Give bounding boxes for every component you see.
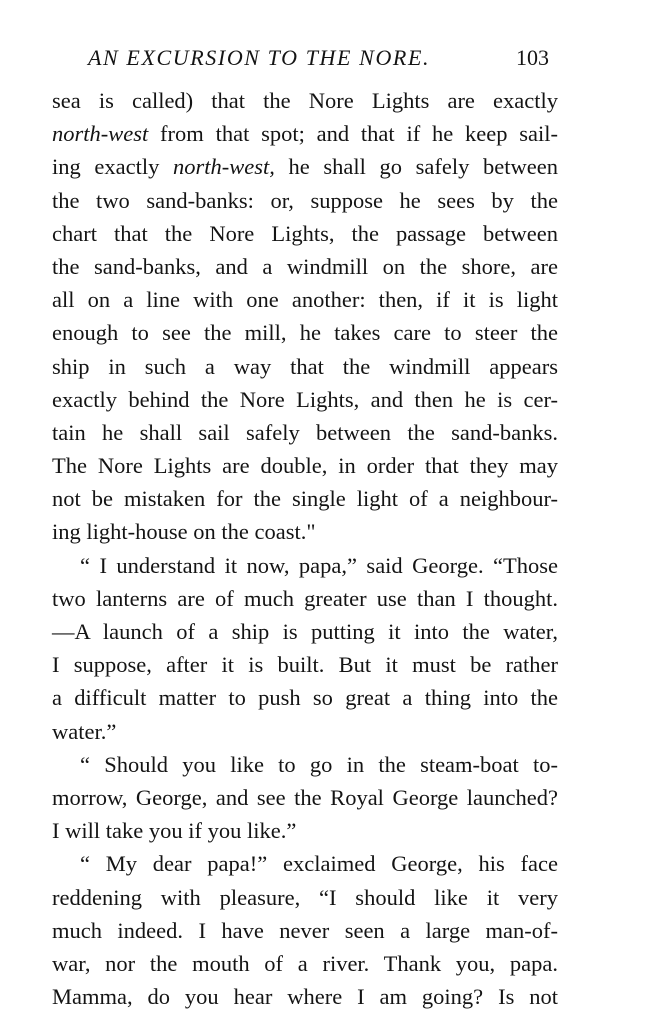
text-run: exactly behind the Nore Lights, and then he is cer- xyxy=(52,386,558,412)
text-line xyxy=(52,283,558,316)
text-line xyxy=(52,482,558,515)
text-run: “ Should you like to go in the steam-boat to- xyxy=(80,751,558,777)
text-run: enough to see the mill, he takes care to steer the xyxy=(52,320,558,346)
text-line xyxy=(52,681,558,714)
text-run: Mamma, do you hear where I am going? Is not xyxy=(52,984,558,1010)
text-run: ing light-house on the coast." xyxy=(52,519,316,545)
text-line xyxy=(52,549,558,582)
text-run: I suppose, after it is built. But it must be rather xyxy=(52,652,558,678)
text-run: ing exactly xyxy=(52,154,173,180)
text-line xyxy=(52,383,558,416)
text-run: water.” xyxy=(52,718,117,744)
text-line xyxy=(52,84,558,117)
text-run: The Nore Lights are double, in order that they may xyxy=(52,453,558,479)
text-run: sea is called) that the Nore Lights are exactly xyxy=(52,88,558,113)
text-run: the two sand-banks: or, suppose he sees by the xyxy=(52,187,558,213)
text-run: tain he shall sail safely between the sand-banks. xyxy=(52,419,558,445)
text-run: from that spot; and that if he keep sail- xyxy=(148,121,558,147)
text-run: not be mistaken for the single light of a neighbour- xyxy=(52,486,558,512)
text-line xyxy=(52,980,558,1013)
text-line xyxy=(52,150,558,183)
running-title: AN EXCURSION TO THE NORE. xyxy=(88,45,431,70)
text-run: ship in such a way that the windmill appears xyxy=(52,353,558,379)
body-text xyxy=(52,84,558,1013)
text-line xyxy=(52,847,558,880)
text-line xyxy=(52,515,558,548)
text-line xyxy=(52,582,558,615)
text-line xyxy=(52,914,558,947)
text-line xyxy=(52,881,558,914)
text-run: two lanterns are of much greater use than I thought. xyxy=(52,585,558,611)
text-line xyxy=(52,748,558,781)
text-line xyxy=(52,947,558,980)
text-run: a difficult matter to push so great a thing into the xyxy=(52,685,558,711)
text-run: all on a line with one another: then, if it is light xyxy=(52,287,558,313)
italic-text: north-west, xyxy=(173,154,275,180)
text-line xyxy=(52,217,558,250)
text-run: —A launch of a ship is putting it into the water, xyxy=(52,619,558,644)
text-run: the sand-banks, and a windmill on the shore, are xyxy=(52,253,558,279)
text-run: chart that the Nore Lights, the passage between xyxy=(52,220,558,246)
text-run: morrow, George, and see the Royal George launched? xyxy=(52,784,558,810)
text-line xyxy=(52,615,558,648)
text-run: much indeed. I have never seen a large man-of- xyxy=(52,917,558,943)
text-run: reddening with pleasure, “I should like it very xyxy=(52,884,558,910)
text-line xyxy=(52,449,558,482)
text-run: he shall go safely between xyxy=(274,154,558,180)
page-number: 103 xyxy=(516,45,549,70)
text-line xyxy=(52,416,558,449)
text-line xyxy=(52,648,558,681)
text-line xyxy=(52,184,558,217)
text-line xyxy=(52,316,558,349)
text-run: I will take you if you like.” xyxy=(52,818,297,844)
text-run: “ My dear papa!” exclaimed George, his face xyxy=(80,851,558,877)
text-line xyxy=(52,350,558,383)
italic-text: north-west xyxy=(52,121,149,147)
running-head xyxy=(0,38,658,78)
text-line xyxy=(52,814,558,847)
text-run: war, nor the mouth of a river. Thank you, papa. xyxy=(52,950,558,976)
text-line xyxy=(52,250,558,283)
text-line xyxy=(52,117,558,150)
text-line xyxy=(52,715,558,748)
text-run: “ I understand it now, papa,” said George. “Those xyxy=(80,552,558,578)
text-line xyxy=(52,781,558,814)
